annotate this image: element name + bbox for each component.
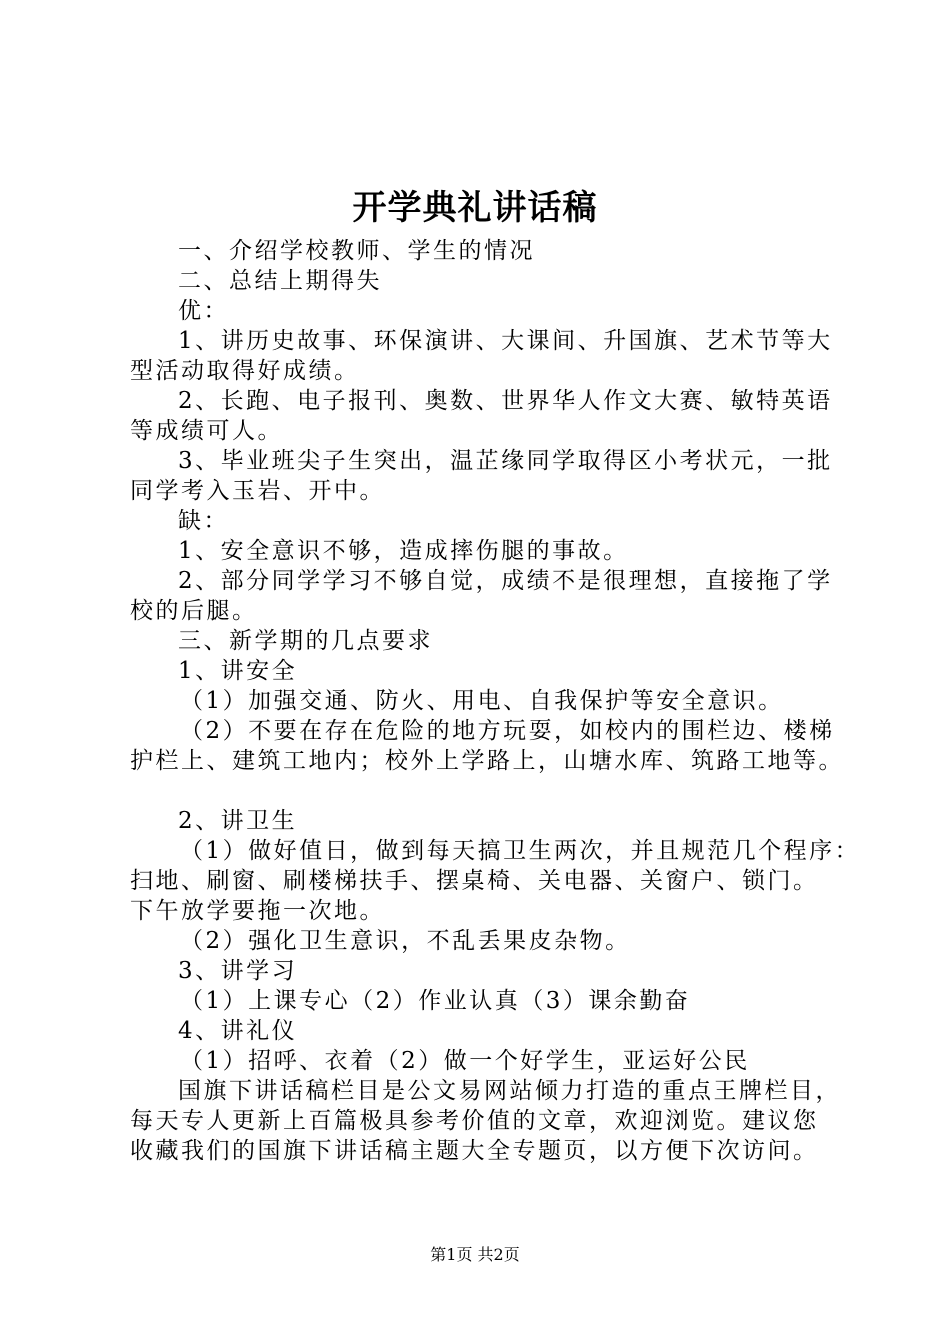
text-line: 1、安全意识不够，造成摔伤腿的事故。 [178, 538, 629, 564]
text-line: 2、长跑、电子报刊、奥数、世界华人作文大赛、敏特英语 [178, 388, 833, 414]
text-line: 同学考入玉岩、开中。 [130, 478, 385, 504]
text-line: 优： [178, 298, 229, 324]
document-body [130, 236, 861, 1166]
text-line: 收藏我们的国旗下讲话稿主题大全专题页，以方便下次访问。 [130, 1138, 819, 1164]
text-line: 扫地、刷窗、刷楼梯扶手、摆桌椅、关电器、关窗户、锁门。 [130, 868, 819, 894]
text-line: 三、新学期的几点要求 [178, 628, 433, 654]
text-line: 3、毕业班尖子生突出，温芷缘同学取得区小考状元，一批 [178, 448, 833, 474]
text-line: 1、讲安全 [178, 658, 298, 684]
text-line: 下午放学要拖一次地。 [130, 898, 385, 924]
text-line: 二、总结上期得失 [178, 268, 382, 294]
text-line: 护栏上、建筑工地内；校外上学路上，山塘水库、筑路工地等。 [130, 748, 844, 774]
text-line: 2、讲卫生 [178, 808, 298, 834]
document-title: 开学典礼讲话稿 [352, 188, 598, 228]
text-line: 校的后腿。 [130, 598, 258, 624]
text-line: 每天专人更新上百篇极具参考价值的文章，欢迎浏览。建议您 [130, 1108, 819, 1134]
text-line: 一、介绍学校教师、学生的情况 [178, 238, 535, 264]
blank-line [130, 776, 830, 806]
text-line: （2）强化卫生意识，不乱丢果皮杂物。 [180, 928, 631, 954]
text-line: 4、讲礼仪 [178, 1018, 298, 1044]
text-line: 等成绩可人。 [130, 418, 283, 444]
text-line: 3、讲学习 [178, 958, 298, 984]
page-number: 第1页 共2页 [430, 1245, 520, 1264]
text-line: 缺： [178, 508, 229, 534]
text-line: （1）做好值日，做到每天搞卫生两次，并且规范几个程序： [180, 838, 861, 864]
text-line: （1）招呼、衣着（2）做一个好学生，亚运好公民 [180, 1048, 750, 1074]
text-line: 2、部分同学学习不够自觉，成绩不是很理想，直接拖了学 [178, 568, 833, 594]
text-line: （2）不要在存在危险的地方玩耍，如校内的围栏边、楼梯 [180, 718, 835, 744]
text-line: 1、讲历史故事、环保演讲、大课间、升国旗、艺术节等大 [178, 328, 833, 354]
text-line: 国旗下讲话稿栏目是公文易网站倾力打造的重点王牌栏目， [178, 1078, 841, 1104]
text-line: （1）加强交通、防火、用电、自我保护等安全意识。 [180, 688, 784, 714]
text-line: （1）上课专心（2）作业认真（3）课余勤奋 [180, 988, 691, 1014]
text-line: 型活动取得好成绩。 [130, 358, 360, 384]
